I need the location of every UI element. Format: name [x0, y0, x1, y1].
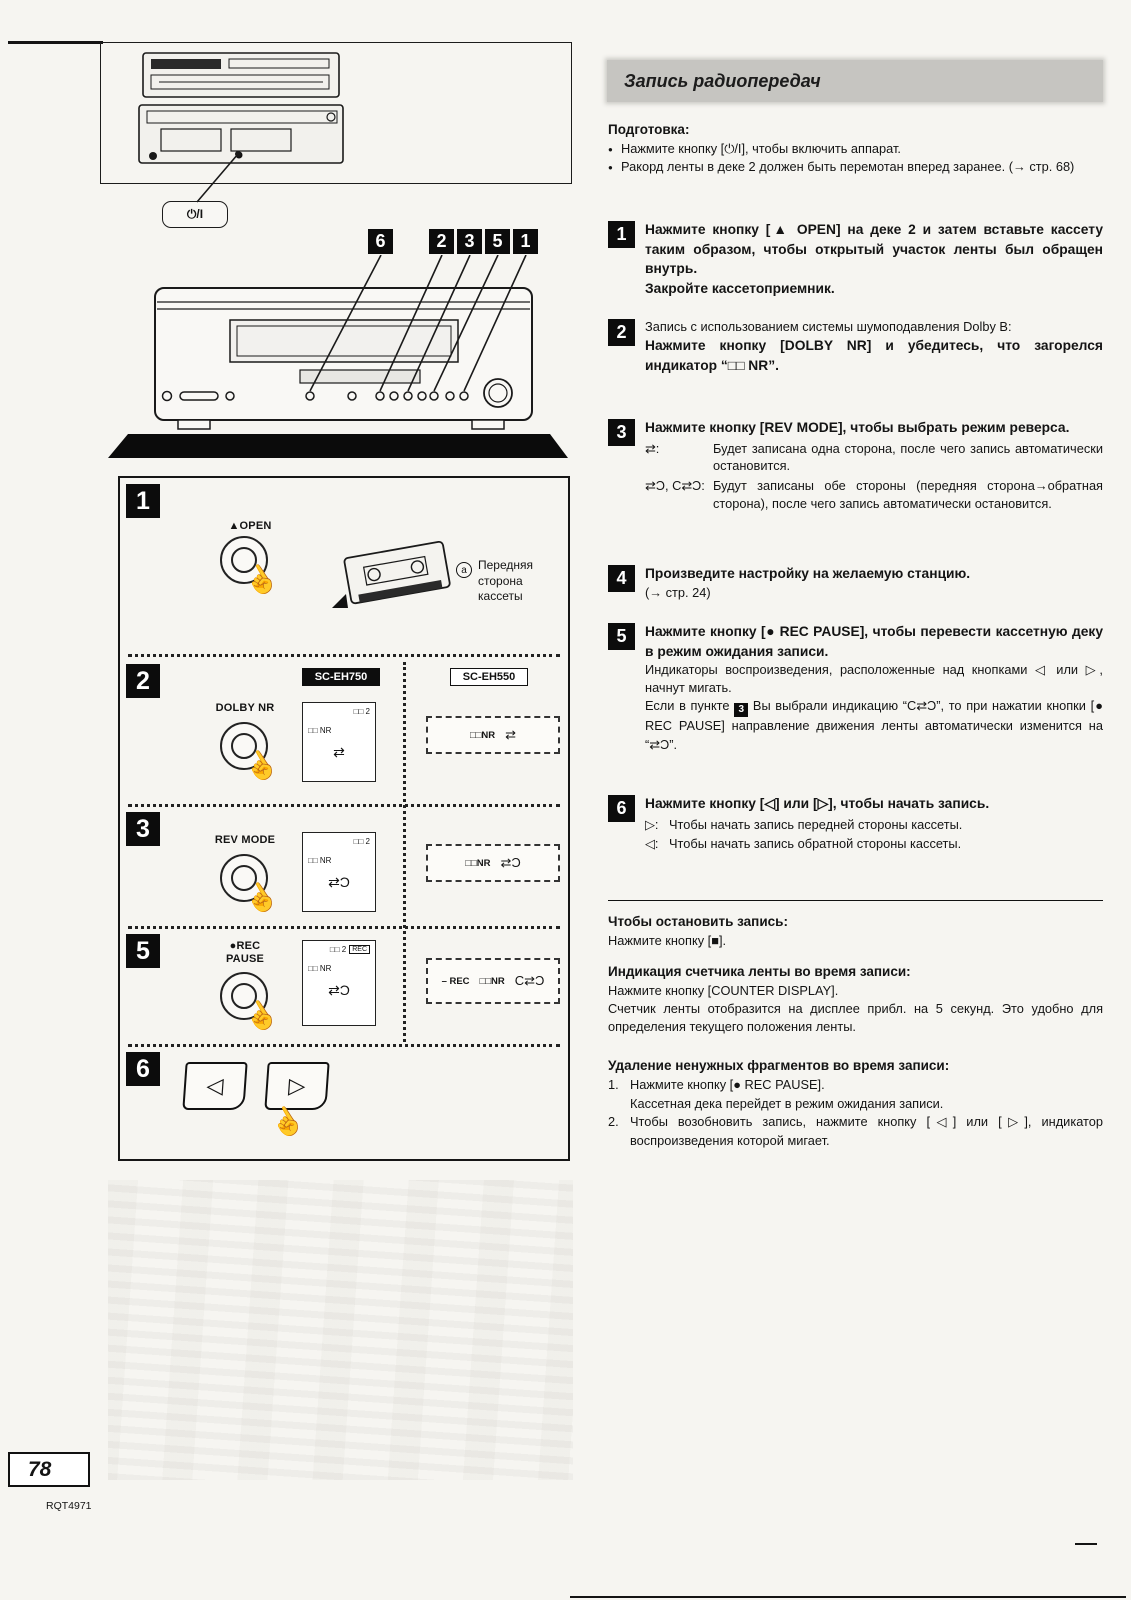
step-5-number: 5	[608, 623, 635, 650]
bullet-icon: ●	[608, 145, 613, 154]
scan-texture	[108, 1180, 573, 1480]
step-3-instruction: Нажмите кнопку [REV MODE], чтобы выбрать режим реверса.	[645, 420, 1070, 435]
figure-step-2-number: 2	[126, 664, 160, 698]
display-eh750-dolby	[302, 702, 376, 782]
callout-2: 2	[428, 228, 455, 255]
rev-mode-option: ⇄Ɔ, C⇄Ɔ: Будут записаны обе стороны (передняя сторона→обратная сторона), после чего запись автоматически остановится.	[645, 478, 1103, 512]
prep-bullet: ● Ракорд ленты в деке 2 должен быть перемотан вперед заранее. (→ стр. 68)	[608, 158, 1103, 176]
erase-item-2: 2. Чтобы возобновить запись, нажмите кнопку [◁] или [▷], индикатор воспроизведения которой мигает.	[608, 1114, 1103, 1148]
hand-icon: ☝	[264, 1100, 310, 1144]
section-title-bar	[607, 60, 1103, 102]
hand-icon: ☝	[238, 744, 284, 788]
rev-mode-option: ⇄: Будет записана одна сторона, после чего запись автоматически остановится.	[645, 440, 1103, 474]
rev-mode-indicator: ⇄Ɔ	[328, 982, 350, 998]
cassette-illustration	[330, 540, 460, 615]
stop-heading: Чтобы остановить запись:	[608, 914, 788, 929]
cassette-caption: Передняя сторона кассеты	[478, 558, 534, 604]
cassette-marker: a	[456, 562, 472, 578]
direction-symbol: ◁:	[645, 836, 659, 852]
step-6	[608, 794, 1103, 853]
rec-pause-label-line2: PAUSE	[225, 953, 265, 965]
power-icon: ⏻/I	[186, 207, 204, 221]
display-eh550-rev	[426, 844, 560, 882]
section-divider	[608, 900, 1103, 901]
rev-mode-symbol: ⇄Ɔ, C⇄Ɔ:	[645, 478, 705, 494]
step-5-note-1: Индикаторы воспроизведения, расположенные над кнопками ◁ или ▷, начнут мигать.	[645, 662, 1103, 696]
play-reverse-button-illustration	[182, 1062, 247, 1110]
dolby-nr-label: DOLBY NR	[215, 702, 275, 714]
nr-indicator: □□ NR	[308, 856, 332, 865]
hand-icon: ☝	[238, 994, 284, 1038]
counter-line-1: Нажмите кнопку [COUNTER DISPLAY].	[608, 983, 839, 998]
step-2	[608, 318, 1103, 375]
direction-symbol: ▷:	[645, 816, 659, 832]
rec-pause-label-line1: ●REC	[229, 940, 261, 952]
step-2-instruction: Нажмите кнопку [DOLBY NR] и убедитесь, что загорелся индикатор “□□ NR”.	[645, 338, 1103, 373]
page-number-box	[8, 1452, 90, 1487]
dotted-separator	[128, 1044, 560, 1047]
scan-mark-bottom	[570, 1596, 1126, 1598]
nr-indicator: □□ NR	[308, 726, 332, 735]
erase-fragments-note	[608, 1058, 1103, 1150]
rev-mode-indicator: ⇄	[505, 727, 517, 742]
step-4-instruction: Произведите настройку на желаемую станцию.	[645, 566, 971, 581]
nr-indicator: □□NR	[479, 975, 505, 987]
erase-item-1-continuation: Кассетная дека перейдет в режим ожидания записи.	[630, 1095, 944, 1111]
callout-3: 3	[456, 228, 483, 255]
dolby-badge: □□ 2	[329, 945, 347, 954]
scan-mark-top	[8, 41, 103, 44]
erase-heading: Удаление ненужных фрагментов во время записи:	[608, 1058, 950, 1073]
rev-mode-indicator: ⇄Ɔ	[500, 855, 521, 870]
display-eh550-dolby	[426, 716, 560, 754]
play-right-icon: ▷	[287, 1073, 307, 1098]
step-3	[608, 418, 1103, 513]
rec-indicator: – REC	[441, 975, 470, 987]
page-title: Запись радиопередач	[624, 70, 821, 91]
callout-5: 5	[484, 228, 511, 255]
hand-icon: ☝	[238, 558, 284, 602]
step-5-note-2: Если в пункте 3 Вы выбрали индикацию “C⇄Ɔ”, то при нажатии кнопки [● REC PAUSE] направление движения ленты автоматически изменится на “⇄Ɔ”.	[645, 698, 1104, 752]
play-forward-button-illustration	[264, 1062, 329, 1110]
step-4-reference: (→ стр. 24)	[645, 584, 711, 600]
display-eh750-rev	[302, 832, 376, 912]
dotted-separator	[128, 654, 560, 657]
page-number: 78	[28, 1457, 52, 1481]
rev-mode-indicator: ⇄	[333, 744, 345, 760]
prep-bullet: ● Нажмите кнопку [⏻/I], чтобы включить аппарат.	[608, 140, 1103, 158]
play-left-icon: ◁	[205, 1073, 225, 1098]
figure-step-6-number: 6	[126, 1052, 160, 1086]
nr-indicator: □□ NR	[308, 964, 332, 973]
open-button-label: ▲OPEN	[228, 520, 272, 532]
bullet-icon: ●	[608, 163, 613, 173]
figure-step-3-number: 3	[126, 812, 160, 846]
step-4	[608, 564, 1103, 602]
callout-1: 1	[512, 228, 539, 255]
dolby-badge: □□ 2	[353, 837, 370, 846]
counter-display-note	[608, 964, 1103, 1036]
erase-item-1: 1. Нажмите кнопку [● REC PAUSE].	[608, 1077, 825, 1092]
prep-heading: Подготовка:	[608, 122, 690, 137]
step-4-number: 4	[608, 565, 635, 592]
nr-indicator: □□NR	[465, 857, 491, 869]
direction-option: ▷: Чтобы начать запись передней стороны кассеты.	[645, 816, 963, 832]
rev-mode-label: REV MODE	[214, 834, 276, 846]
figure-step-1-number: 1	[126, 484, 160, 518]
figure-step-5-number: 5	[126, 934, 160, 968]
rev-mode-indicator: ⇄Ɔ	[328, 874, 350, 890]
dolby-badge: □□ 2	[353, 707, 370, 716]
rev-mode-indicator: C⇄Ɔ	[514, 973, 545, 988]
step-6-instruction: Нажмите кнопку [◁] или [▷], чтобы начать запись.	[645, 796, 990, 811]
step-3-number: 3	[608, 419, 635, 446]
step-1-instruction-2: Закройте кассетоприемник.	[645, 280, 835, 296]
steps-illustration-box	[118, 476, 570, 1161]
preparation-block	[608, 122, 1103, 176]
inline-step-3-badge: 3	[734, 703, 748, 717]
counter-line-2: Счетчик ленты отобразится на дисплее прибл. на 5 секунд. Это удобно для определения текущего положения ленты.	[608, 1001, 1103, 1035]
callout-6: 6	[367, 228, 394, 255]
scan-mark-right	[1075, 1543, 1097, 1545]
rec-indicator: REC	[349, 945, 370, 954]
model-label-eh550: SC-EH550	[450, 668, 528, 686]
nr-indicator: □□NR	[469, 729, 496, 741]
dotted-separator	[128, 804, 560, 807]
rev-mode-symbol: ⇄:	[645, 440, 660, 456]
display-eh550-rec	[426, 958, 560, 1004]
direction-option: ◁: Чтобы начать запись обратной стороны кассеты.	[645, 836, 962, 852]
step-6-number: 6	[608, 795, 635, 822]
hand-icon: ☝	[238, 876, 284, 920]
dotted-separator	[128, 926, 560, 929]
step-1-instruction: Нажмите кнопку [▲ OPEN] на деке 2 и затем вставьте кассету таким образом, чтобы открытый участок ленты был обращен внутрь.	[645, 222, 1103, 277]
counter-heading: Индикация счетчика ленты во время записи:	[608, 964, 911, 979]
step-2-intro: Запись с использованием системы шумоподавления Dolby B:	[645, 319, 1012, 334]
step-2-number: 2	[608, 319, 635, 346]
step-1-number: 1	[608, 221, 635, 248]
stop-recording-note	[608, 914, 1103, 950]
column-separator	[403, 662, 406, 1042]
step-5	[608, 622, 1103, 754]
step-1	[608, 220, 1103, 298]
document-code: RQT4971	[46, 1500, 92, 1512]
stop-text: Нажмите кнопку [■].	[608, 933, 727, 948]
display-eh750-rec	[302, 940, 376, 1026]
step-5-instruction: Нажмите кнопку [● REC PAUSE], чтобы перевести кассетную деку в режим ожидания записи.	[645, 624, 1103, 659]
model-label-eh750: SC-EH750	[302, 668, 380, 686]
front-panel-illustration	[100, 150, 572, 460]
